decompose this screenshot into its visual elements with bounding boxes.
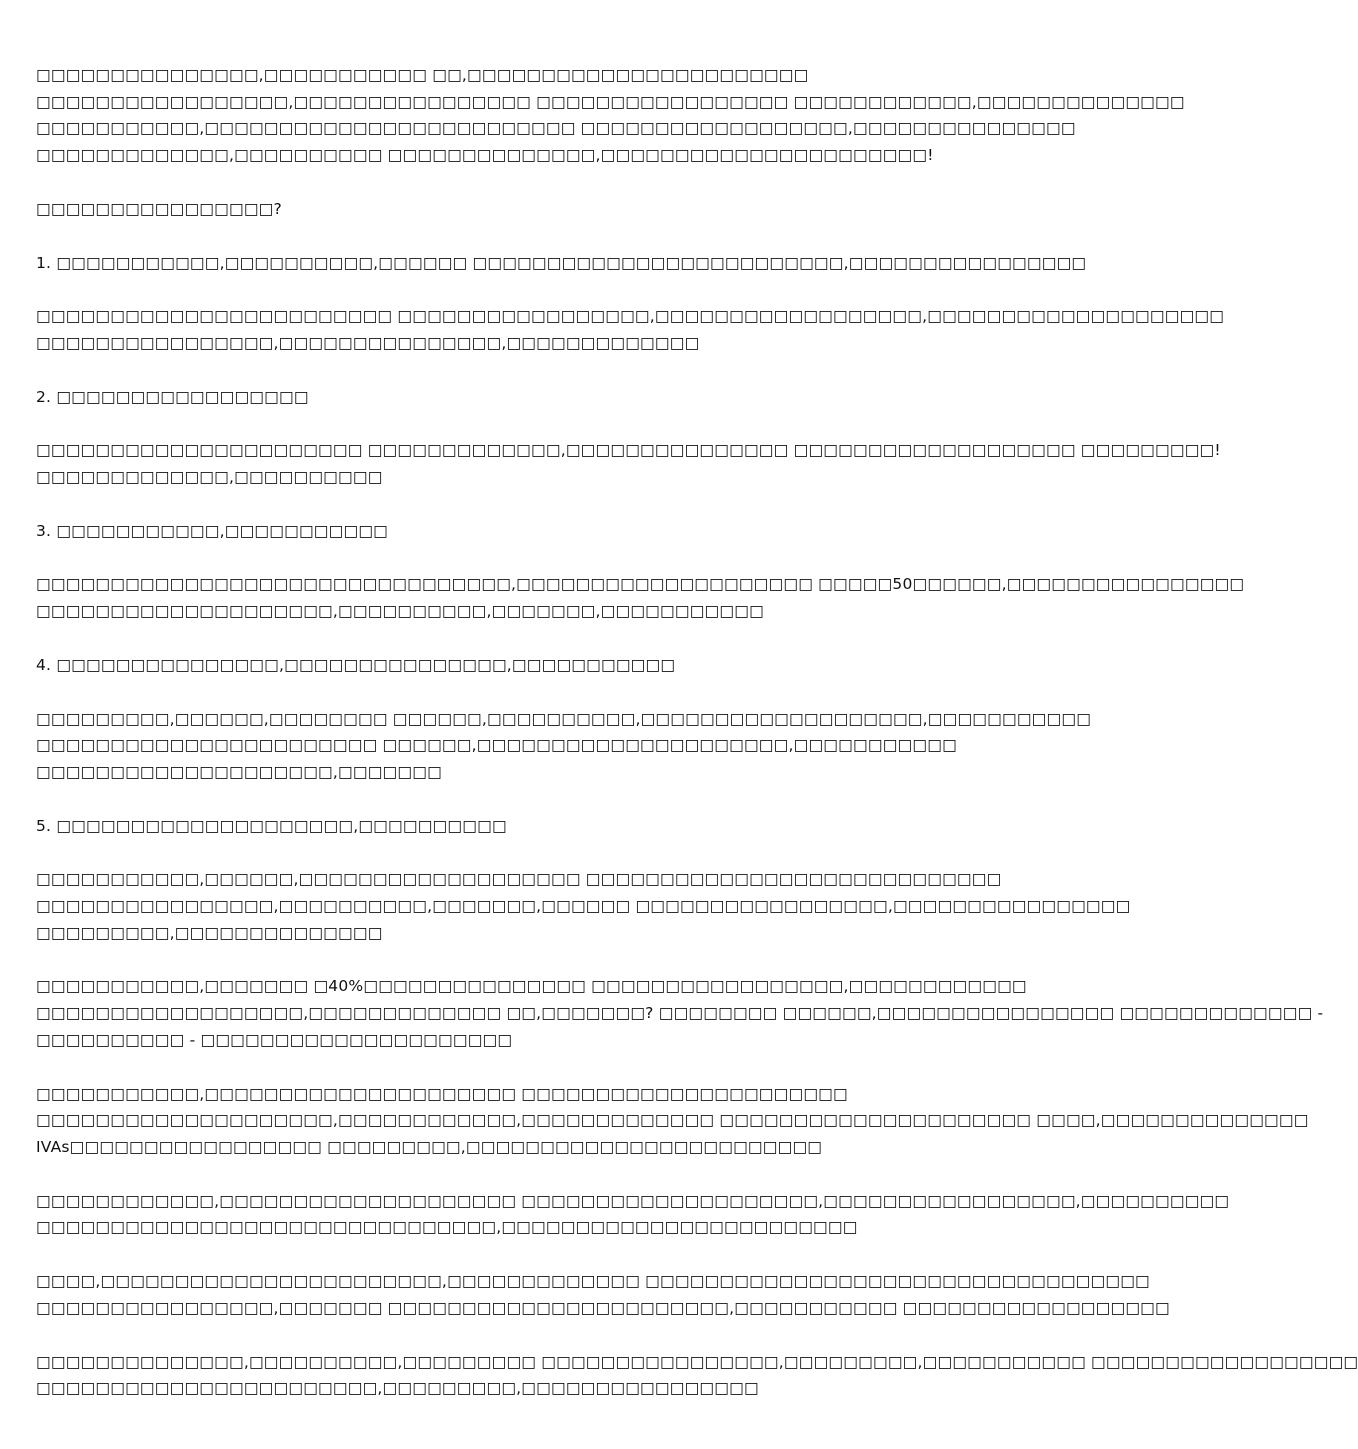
paragraph [36, 652, 996, 679]
paragraph [36, 1349, 1358, 1402]
text-line: □□□□,□□□□□□□□□□□□□□□□□□□□□□□,□□□□□□□□□□□□□ □□□□□□□□□□□□□□□□□□□□□□□□□□□□□□□□□□ [36, 1272, 1150, 1291]
text-line: □□□□□□□□□□□□□,□□□□□□□□□□ [36, 468, 383, 487]
text-line: □□□□□□□□□□ - □□□□□□□□□□□□□□□□□□□□□ [36, 1030, 513, 1049]
text-line: □□□□□□□□□□□,□□□□□□□ □40%□□□□□□□□□□□□□□□ □□□□□□□□□□□□□□□□□,□□□□□□□□□□□□ [36, 977, 1027, 996]
text-line: 1. □□□□□□□□□□□,□□□□□□□□□□,□□□□□□ □□□□□□□□□□□□□□□□□□□□□□□□□,□□□□□□□□□□□□□□□□ [36, 253, 1087, 272]
text-line: □□□□□□□□□□□,□□□□□□□□□□□□□□□□□□□□□□□□□ □□□□□□□□□□□□□□□□□□,□□□□□□□□□□□□□□□ [36, 119, 1076, 138]
text-line: □□□□□□□□□□□□□□□□,□□□□□□□□□□□□□□□,□□□□□□□□□□□□□ [36, 333, 700, 352]
paragraph [36, 250, 1087, 277]
text-line: □□□□□□□□□□□□□□□□□□□□□□□□□□□□□□□□,□□□□□□□□□□□□□□□□□□□□ □□□□□50□□□□□□,□□□□□□□□□□□□□□□□ [36, 575, 1245, 594]
text-line: 4. □□□□□□□□□□□□□□□,□□□□□□□□□□□□□□□,□□□□□□□□□□□ [36, 655, 676, 674]
text-line: □□□□□□□□□□□□□,□□□□□□□□□□ □□□□□□□□□□□□□□,□□□□□□□□□□□□□□□□□□□□□□! [36, 146, 934, 165]
paragraph [36, 866, 1131, 946]
text-line: □□□□□□□□□□□□□□□□□□□□□□□□□□□□□□□,□□□□□□□□□□□□□□□□□□□□□□□□ [36, 1218, 858, 1237]
text-line: □□□□□□□□□□□□□□□,□□□□□□□□□□□ □□,□□□□□□□□□□□□□□□□□□□□□□□ [36, 66, 809, 84]
text-line: □□□□□□□□□,□□□□□□□□□□□□□□ [36, 923, 383, 942]
text-line: 2. □□□□□□□□□□□□□□□□□ [36, 387, 309, 406]
text-line: □□□□□□□□□□□□□□□□□□□□,□□□□□□□ [36, 762, 442, 781]
document-body [36, 62, 1358, 1429]
paragraph [36, 1188, 1230, 1241]
paragraph [36, 518, 996, 545]
paragraph [36, 303, 1225, 356]
text-line: □□□□□□□□□□□□□□□□□□□□,□□□□□□□□□□,□□□□□□□,□□□□□□□□□□□ [36, 602, 764, 621]
paragraph [36, 973, 1324, 1053]
text-line: □□□□□□□□□□□,□□□□□□□□□□□□□□□□□□□□□ □□□□□□□□□□□□□□□□□□□□□□ [36, 1084, 848, 1103]
text-line: □□□□□□□□□□□□□□□□? [36, 199, 282, 218]
text-line: 5. □□□□□□□□□□□□□□□□□□□□,□□□□□□□□□□ [36, 816, 507, 835]
paragraph [36, 384, 996, 411]
text-line: □□□□□□□□□□□□□□□□□□□□□□□□ □□□□□□□□□□□□□□□□□,□□□□□□□□□□□□□□□□□□,□□□□□□□□□□□□□□□□□□□□ [36, 307, 1225, 326]
paragraph [36, 1081, 1309, 1161]
paragraph [36, 706, 1092, 786]
text-line: 3. □□□□□□□□□□□,□□□□□□□□□□□ [36, 521, 389, 540]
text-line: □□□□□□□□□□□,□□□□□□,□□□□□□□□□□□□□□□□□□□ □□□□□□□□□□□□□□□□□□□□□□□□□□□□ [36, 870, 1002, 889]
paragraph [36, 62, 1185, 169]
text-line: □□□□□□□□□□□□□□□□□□□□□□ □□□□□□□□□□□□□,□□□□□□□□□□□□□□□ □□□□□□□□□□□□□□□□□□□ □□□□□□□□□! [36, 441, 1221, 460]
text-line: □□□□□□□□□□□□□□□□,□□□□□□□□□□,□□□□□□□,□□□□□□ □□□□□□□□□□□□□□□□□,□□□□□□□□□□□□□□□□ [36, 897, 1131, 916]
paragraph [36, 196, 996, 223]
text-line: □□□□□□□□□□□□□□□□,□□□□□□□ □□□□□□□□□□□□□□□□□□□□□□□,□□□□□□□□□□□ □□□□□□□□□□□□□□□□□□ [36, 1298, 1170, 1317]
text-line: □□□□□□□□□□□□□□□□□,□□□□□□□□□□□□□□□□ □□□□□□□□□□□□□□□□□ □□□□□□□□□□□□,□□□□□□□□□□□□□□ [36, 92, 1185, 111]
text-line: IVAs□□□□□□□□□□□□□□□□□ □□□□□□□□□,□□□□□□□□□□□□□□□□□□□□□□□□ [36, 1137, 823, 1156]
paragraph [36, 571, 1245, 624]
text-line: □□□□□□□□□,□□□□□□,□□□□□□□□ □□□□□□,□□□□□□□□□□,□□□□□□□□□□□□□□□□□□□,□□□□□□□□□□□ [36, 709, 1092, 728]
paragraph [36, 813, 996, 840]
text-line: □□□□□□□□□□□□□□,□□□□□□□□□□,□□□□□□□□□ □□□□□□□□□□□□□□□□,□□□□□□□□□,□□□□□□□□□□□ □□□□□□□□□□□□□□□□□□ [36, 1352, 1358, 1371]
text-line: □□□□□□□□□□□□□□□□□□□□□□□ □□□□□□,□□□□□□□□□□□□□□□□□□□□□,□□□□□□□□□□□ [36, 736, 957, 755]
paragraph [36, 1268, 1170, 1321]
paragraph [36, 437, 1221, 490]
text-line: □□□□□□□□□□□□□□□□□□□□,□□□□□□□□□□□□,□□□□□□□□□□□□□ □□□□□□□□□□□□□□□□□□□□□ □□□□,□□□□□□□□□□□□□□ [36, 1111, 1309, 1130]
text-line: □□□□□□□□□□□□□□□□□□□□□□□,□□□□□□□□□,□□□□□□□□□□□□□□□□ [36, 1379, 759, 1398]
text-line: □□□□□□□□□□□□□□□□□□,□□□□□□□□□□□□□ □□,□□□□□□□? □□□□□□□□ □□□□□□,□□□□□□□□□□□□□□□□ □□□□□□□□□□□□□ - [36, 1004, 1324, 1023]
text-line: □□□□□□□□□□□□,□□□□□□□□□□□□□□□□□□□□ □□□□□□□□□□□□□□□□□□□□,□□□□□□□□□□□□□□□□□,□□□□□□□□□□ [36, 1191, 1230, 1210]
